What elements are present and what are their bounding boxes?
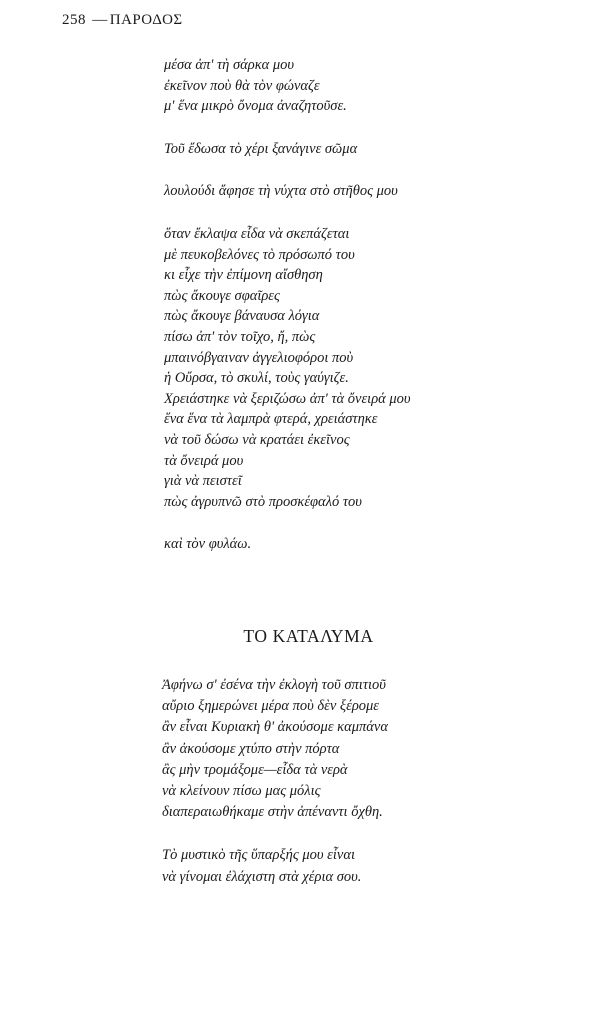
poem-line: ἂς μὴν τρομάξομε—εἶδα τὰ νερὰ bbox=[162, 761, 348, 778]
poem-line: νὰ τοῦ δώσω νὰ κρατάει ἐκεῖνος bbox=[164, 431, 350, 448]
poem-line: πίσω ἀπ' τὸν τοῖχο, ἤ, πὼς bbox=[164, 328, 316, 345]
poem-line: Τοῦ ἔδωσα τὸ χέρι ξανάγινε σῶμα bbox=[164, 140, 358, 157]
running-header bbox=[62, 12, 183, 29]
journal-title: ΠΑΡΟΔΟΣ bbox=[109, 12, 183, 28]
poem-line: ἂν εἶναι Κυριακὴ θ' ἀκούσομε καμπάνα bbox=[162, 719, 388, 736]
poem-line: Ἀφήνω σ' ἐσένα τὴν ἐκλογὴ τοῦ σπιτιοῦ bbox=[162, 677, 386, 693]
poem-line: καὶ τὸν φυλάω. bbox=[164, 536, 252, 553]
poem-line: αὔριο ξημερώνει μέρα ποὺ δὲν ξέρομε bbox=[162, 698, 380, 715]
poem-line: διαπεραιωθήκαμε στὴν ἀπέναντι ὄχθη. bbox=[162, 804, 383, 821]
poem-line: μέσα ἀπ' τὴ σάρκα μου bbox=[164, 57, 295, 73]
header-separator: — bbox=[92, 12, 108, 28]
poem-line: νὰ γίνομαι ἐλάχιστη στὰ χέρια σου. bbox=[162, 868, 362, 885]
poem-kataluma bbox=[162, 675, 582, 888]
poem-title-text: ΤΟ ΚΑΤΑΛΥΜΑ bbox=[243, 626, 374, 646]
poem-line: ἡ Οὔρσα, τὸ σκυλί, τοὺς γαύγιζε. bbox=[164, 370, 349, 387]
poem-line: Χρειάστηκε νὰ ξεριζώσω ἀπ' τὰ ὄνειρά μου bbox=[164, 390, 411, 407]
poem-line: νὰ κλείνουν πίσω μας μόλις bbox=[162, 783, 321, 800]
page-number: 258 bbox=[62, 12, 86, 28]
poem-line: ἂν ἀκούσομε χτύπο στὴν πόρτα bbox=[162, 740, 340, 757]
poem-continuation bbox=[164, 55, 584, 555]
poem-line: γιὰ νὰ πειστεῖ bbox=[164, 473, 242, 490]
poem-line: λουλούδι ἄφησε τὴ νύχτα στὸ στῆθος μου bbox=[164, 183, 398, 200]
poem-line: μὲ πευκοβελόνες τὸ πρόσωπό του bbox=[164, 246, 355, 263]
poem-line: πὼς ἄκουγε βάναυσα λόγια bbox=[164, 308, 320, 325]
poem-title bbox=[0, 626, 597, 647]
poem-line: Τὸ μυστικὸ τῆς ὕπαρξής μου εἶναι bbox=[162, 847, 355, 864]
poem-line: ἕνα ἕνα τὰ λαμπρὰ φτερά, χρειάστηκε bbox=[164, 411, 378, 428]
poem-line: πὼς ἀγρυπνῶ στὸ προσκέφαλό του bbox=[164, 493, 362, 510]
poem-line: μ' ἕνα μικρὸ ὄνομα ἀναζητοῦσε. bbox=[164, 98, 347, 115]
poem-line: ὅταν ἔκλαψα εἶδα νὰ σκεπάζεται bbox=[164, 225, 350, 242]
poem-line: κι εἶχε τὴν ἐπίμονη αἴσθηση bbox=[164, 267, 323, 284]
poem-line: ἐκεῖνον ποὺ θὰ τὸν φώναζε bbox=[164, 77, 320, 94]
poem-line: τὰ ὄνειρά μου bbox=[164, 452, 244, 469]
poem-line: πὼς ἄκουγε σφαῖρες bbox=[164, 287, 280, 304]
poem-line: μπαινόβγαιναν ἀγγελιοφόροι ποὺ bbox=[164, 349, 354, 366]
